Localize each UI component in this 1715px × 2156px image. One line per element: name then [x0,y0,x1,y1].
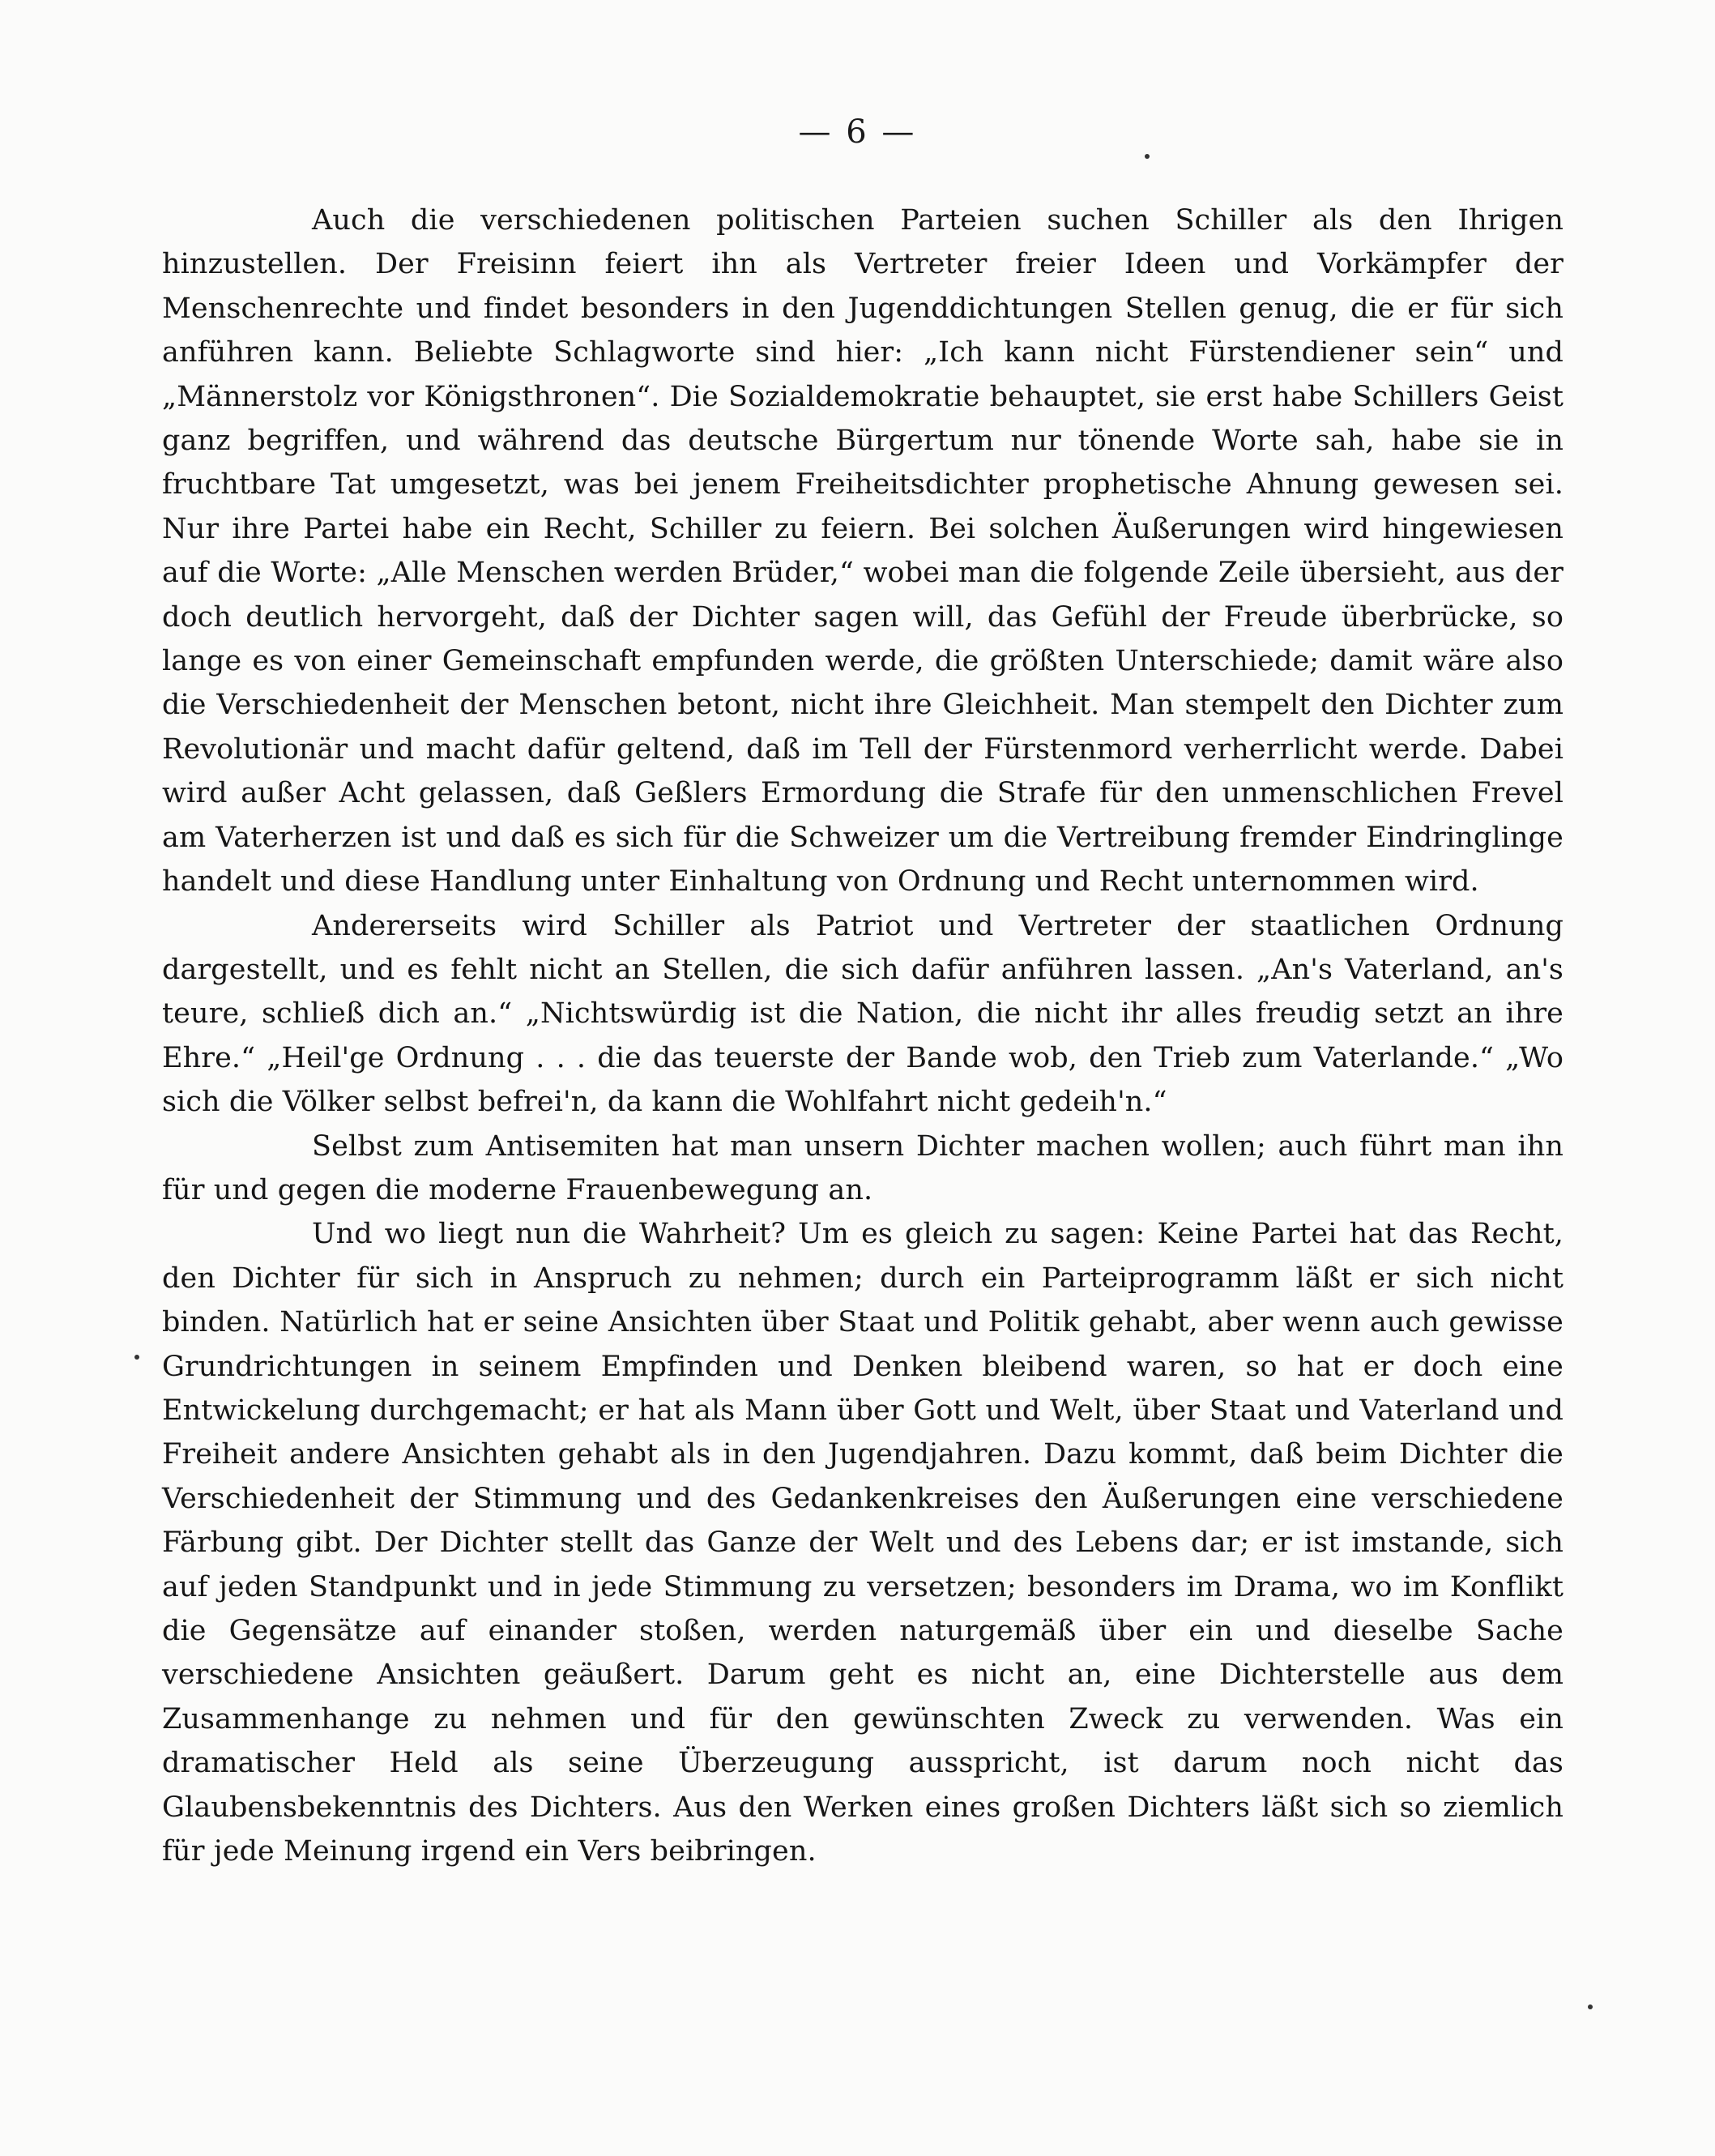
print-speck [134,1355,139,1360]
paragraph-political-parties: Auch die verschiedenen politischen Parteien suchen Schiller als den Ihrigen hinzustellen. Der Freisinn feiert ihn als Vertreter freier Ideen und Vorkämpfer der Menschenrechte und findet besonders in den Jugenddichtungen Stellen genug, die er für sich anführen kann. Beliebte Schlagworte sind hier: „Ich kann nicht Fürstendiener sein“ und „Männerstolz vor Königsthronen“. Die Sozialdemokratie behauptet, sie erst habe Schillers Geist ganz begriffen, und während das deutsche Bürgertum nur tönende Worte sah, habe sie in fruchtbare Tat umgesetzt, was bei jenem Freiheitsdichter prophetische Ahnung gewesen sei. Nur ihre Partei habe ein Recht, Schiller zu feiern. Bei solchen Äußerungen wird hingewiesen auf die Worte: „Alle Menschen werden Brüder,“ wobei man die folgende Zeile übersieht, aus der doch deutlich hervorgeht, daß der Dichter sagen will, das Gefühl der Freude überbrücke, so lange es von einer Gemeinschaft empfunden werde, die größten Unterschiede; damit wäre also die Verschiedenheit der Menschen betont, nicht ihre Gleichheit. Man stempelt den Dichter zum Revolutionär und macht dafür geltend, daß im Tell der Fürstenmord verherrlicht werde. Dabei wird außer Acht gelassen, daß Geßlers Ermordung die Strafe für den unmenschlichen Frevel am Vaterherzen ist und daß es sich für die Schweizer um die Vertreibung fremder Eindringlinge handelt und diese Handlung unter Einhaltung von Ordnung und Recht unternommen wird. [162,204,1564,899]
paragraph-truth: Und wo liegt nun die Wahrheit? Um es gleich zu sagen: Keine Partei hat das Recht, den Dichter für sich in Anspruch zu nehmen; durch ein Parteiprogramm läßt er sich nicht binden. Natürlich hat er seine Ansichten über Staat und Politik gehabt, aber wenn auch gewisse Grundrichtungen in seinem Empfinden und Denken bleibend waren, so hat er doch eine Entwickelung durchgemacht; er hat als Mann über Gott und Welt, über Staat und Vaterland und Freiheit andere Ansichten gehabt als in den Jugendjahren. Dazu kommt, daß beim Dichter die Verschiedenheit der Stimmung und des Gedankenkreises den Äußerungen eine verschiedene Färbung gibt. Der Dichter stellt das Ganze der Welt und des Lebens dar; er ist imstande, sich auf jeden Standpunkt und in jede Stimmung zu versetzen; besonders im Drama, wo im Konflikt die Gegensätze auf einander stoßen, werden naturgemäß über ein und dieselbe Sache verschiedene Ansichten geäußert. Darum geht es nicht an, eine Dichterstelle aus dem Zusammenhange zu nehmen und für den gewünschten Zweck zu verwenden. Was ein dramatischer Held als seine Überzeugung ausspricht, ist darum noch nicht das Glaubensbekenntnis des Dichters. Aus den Werken eines großen Dichters läßt sich so ziemlich für jede Meinung irgend ein Vers beibringen. [162,1218,1564,1868]
body-text [162,199,1564,1873]
page-number: — 6 — [798,113,917,151]
print-speck [1145,154,1150,159]
paragraph-patriot: Andererseits wird Schiller als Patriot und Vertreter der staatlichen Ordnung dargestellt, und es fehlt nicht an Stellen, die sich dafür anführen lassen. „An's Vaterland, an's teure, schließ dich an.“ „Nichtswürdig ist die Nation, die nicht ihr alles freudig setzt an ihre Ehre.“ „Heil'ge Ordnung . . . die das teuerste der Bande wob, den Trieb zum Vaterlande.“ „Wo sich die Völker selbst befrei'n, da kann die Wohlfahrt nicht gedeih'n.“ [162,909,1564,1119]
paragraph-antisemite: Selbst zum Antisemiten hat man unsern Dichter machen wollen; auch führt man ihn für und gegen die moderne Frauenbewegung an. [162,1129,1564,1206]
print-speck [1588,2004,1593,2009]
